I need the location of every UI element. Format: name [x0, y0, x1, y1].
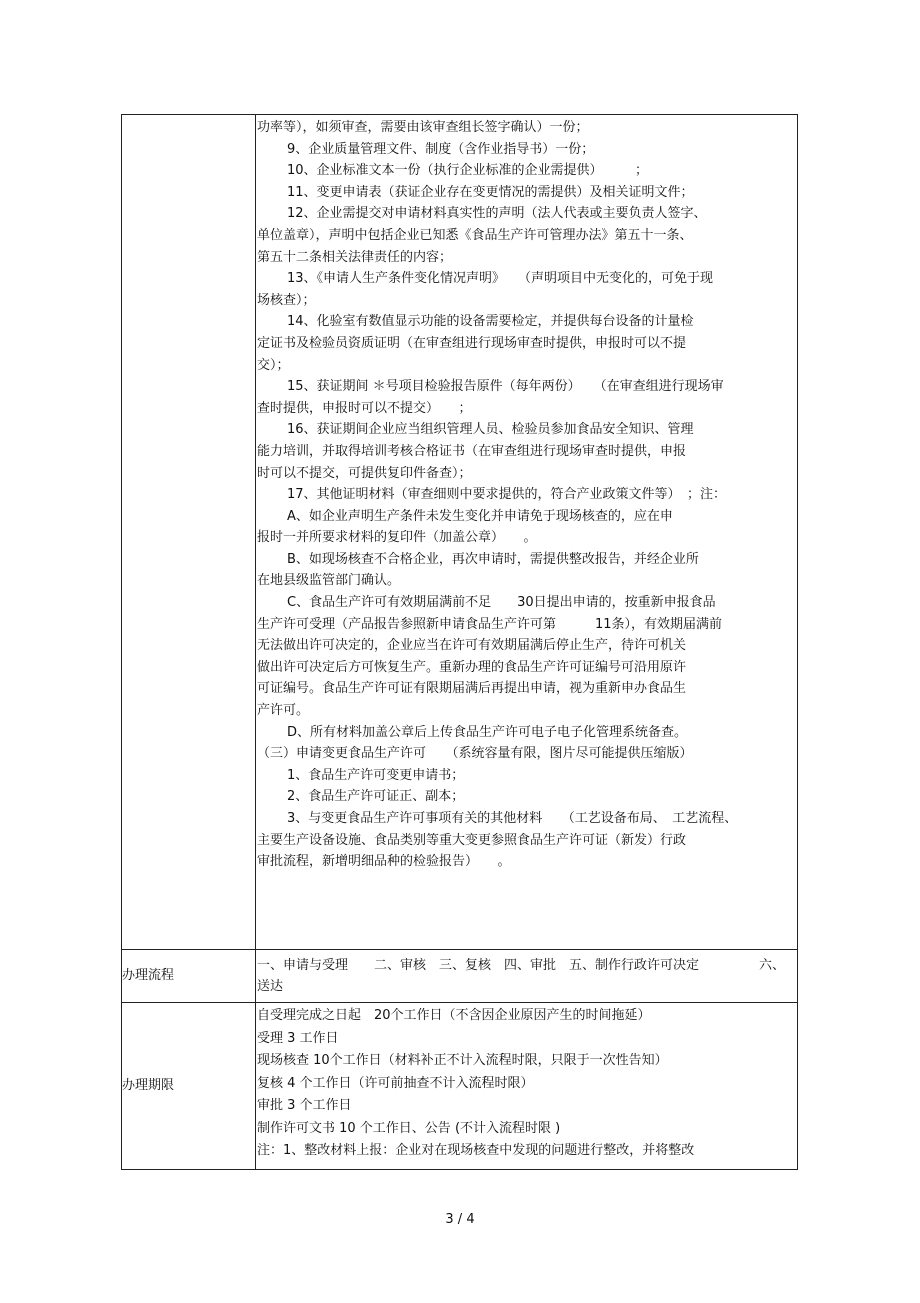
materials-line: 2、食品生产许可证正、副本；: [287, 789, 465, 805]
materials-line: 生产许可受理（产品报告参照新申请食品生产许可第 11条），有效期届满前: [257, 616, 723, 632]
materials-line: 15、获证期间 ＊号项目检验报告原件（每年两份） （在审查组进行现场审: [287, 379, 724, 395]
process-row: [122, 950, 798, 1003]
materials-line: 场核查）；: [257, 292, 316, 308]
materials-content-cell: [256, 115, 798, 950]
process-steps-line: [257, 955, 793, 976]
materials-line: 16、获证期间企业应当组织管理人员、检验员参加食品安全知识、管理: [287, 422, 694, 438]
materials-line: 10、企业标准文本一份（执行企业标准的企业需提供） ；: [287, 163, 649, 179]
period-line: 制作许可文书 10 个工作日、公告 (不计入流程时限 ): [257, 1120, 561, 1136]
materials-line: 1、食品生产许可变更申请书；: [287, 767, 465, 783]
period-content-cell: [256, 1003, 798, 1170]
period-row: [122, 1003, 798, 1170]
materials-line: （三）申请变更食品生产许可 （系统容量有限，图片尽可能提供压缩版）: [257, 746, 693, 762]
materials-line: 可证编号。食品生产许可证有限期届满后再提出申请，视为重新申办食品生: [257, 681, 687, 697]
materials-list: [257, 117, 793, 873]
page-number: 3 / 4: [445, 1212, 475, 1227]
process-step-six: 六、: [758, 958, 785, 973]
procedure-table: [121, 114, 798, 1170]
process-label-cell: [122, 950, 256, 1003]
period-line: 自受理完成之日起 20个工作日（不含因企业原因产生的时间拖延）: [257, 1008, 651, 1023]
materials-line: 定证书及检验员资质证明（在审查组进行现场审查时提供，申报时可以不提: [257, 335, 687, 351]
period-line: 复核 4 个工作日（许可前抽查不计入流程时限）: [257, 1075, 534, 1091]
process-steps-line-2: 送达: [257, 979, 284, 994]
period-line: 受理 3 工作日: [257, 1030, 339, 1046]
materials-line: 能力培训，并取得培训考核合格证书（在审查组进行现场审查时提供，申报: [257, 443, 687, 459]
materials-line: 审批流程，新增明细品种的检验报告） 。: [257, 854, 511, 870]
materials-line: 无法做出许可决定的，企业应当在许可有效期届满后停止生产，待许可机关: [257, 638, 687, 654]
materials-line: 主要生产设备设施、食品类别等重大变更参照食品生产许可证（新发）行政: [257, 832, 687, 848]
materials-line: 第五十二条相关法律责任的内容；: [257, 249, 453, 265]
materials-line: 9、企业质量管理文件、制度（含作业指导书）一份；: [287, 141, 595, 157]
period-label-cell: [122, 1003, 256, 1170]
period-line: 注：1、整改材料上报：企业对在现场核查中发现的问题进行整改，并将整改: [257, 1143, 695, 1158]
materials-line: 查时提供，申报时可以不提交） ；: [257, 400, 472, 416]
materials-line: 17、其他证明材料（审查细则中要求提供的，符合产业政策文件等） ；注：: [287, 487, 727, 503]
materials-line: 功率等），如须审查，需要由该审查组长签字确认）一份；: [257, 120, 589, 135]
materials-line: 12、企业需提交对申请材料真实性的声明（法人代表或主要负责人签字、: [287, 206, 707, 222]
process-content-cell: [256, 950, 798, 1003]
materials-line: 交）；: [257, 357, 290, 373]
period-list: [257, 1005, 793, 1163]
materials-line: 做出许可决定后方可恢复生产。重新办理的食品生产许可证编号可沿用原许: [257, 659, 687, 675]
materials-line: 3、与变更食品生产许可事项有关的其他材料 （工艺设备布局、 工艺流程、: [287, 811, 738, 826]
materials-line: B、如现场核查不合格企业，再次申请时，需提供整改报告，并经企业所: [287, 551, 699, 567]
materials-line: 时可以不提交，可提供复印件备查）；: [257, 465, 472, 481]
materials-line: A、如企业声明生产条件未发生变化并申请免于现场核查的，应在申: [287, 508, 673, 524]
materials-line: 14、化验室有数值显示功能的设备需要检定，并提供每台设备的计量检: [287, 314, 694, 330]
process-steps-text: 一、申请与受理 二、审核 三、复核 四、审批 五、制作行政许可决定: [257, 958, 700, 973]
period-line: 现场核查 10个工作日（材料补正不计入流程时限，只限于一次性告知）: [257, 1053, 668, 1068]
materials-line: 产许可。: [257, 703, 310, 719]
process-label: 办理流程: [122, 968, 175, 983]
materials-line: 在地县级监管部门确认。: [257, 573, 401, 589]
materials-line: 单位盖章），声明中包括企业已知悉《食品生产许可管理办法》第五十一条、: [257, 227, 693, 243]
materials-line: 11、变更申请表（获证企业存在变更情况的需提供）及相关证明文件；: [287, 184, 694, 200]
materials-row: [122, 115, 798, 950]
materials-line: 13、《申请人生产条件变化情况声明》 （声明项目中无变化的，可免于现: [287, 271, 714, 287]
materials-line: C、食品生产许可有效期届满前不足 30日提出申请的，按重新申报食品: [287, 595, 716, 611]
materials-line: D、所有材料加盖公章后上传食品生产许可电子电子化管理系统备查。: [287, 724, 688, 740]
period-line: 审批 3 个工作日: [257, 1098, 352, 1113]
period-label: 办理期限: [122, 1078, 175, 1093]
materials-label-cell: [122, 115, 256, 950]
materials-line: 报时一并所要求材料的复印件（加盖公章） 。: [257, 530, 537, 546]
